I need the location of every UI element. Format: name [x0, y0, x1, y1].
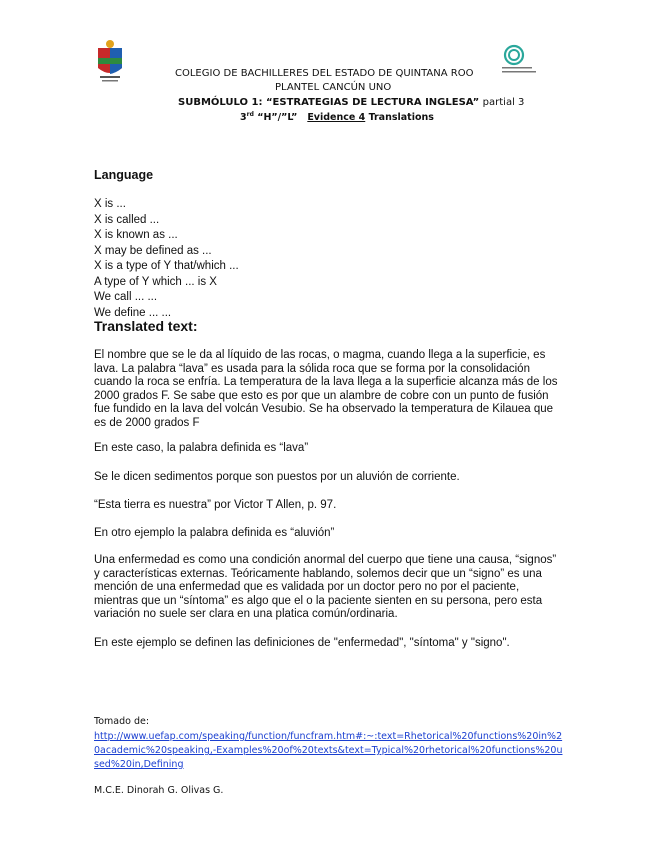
translated-paragraph: En este ejemplo se definen las definiciones de "enfermedad", "síntoma" y "signo". — [94, 637, 510, 649]
translated-paragraph: Una enfermedad es como una condición anormal del cuerpo que tiene una causa, “signos” y características externas. Teóricamente hablando, solemos decir que un “signo” es una mención de una enfermedad que es validada por un doctor pero no por el paciente, mientras que un “síntoma” es algo que el o la paciente sienten en su persona, pero esta variación no suele ser clara en una platica común/ordinaria. — [94, 554, 557, 621]
evidence-label: Evidence 4 — [307, 112, 366, 124]
partial-label: partial 3 — [482, 97, 525, 108]
language-item: X is a type of Y that/which ... — [94, 260, 239, 272]
language-item: X may be defined as ... — [94, 244, 212, 257]
language-heading: Language — [94, 168, 154, 182]
language-item: A type of Y which ... is X — [94, 275, 217, 288]
translated-paragraph: En otro ejemplo la palabra definida es “aluvión” — [94, 527, 335, 539]
groups-label: “H”/”L” — [257, 112, 298, 124]
language-item: We define ... ... — [94, 306, 172, 319]
source-label: Tomado de: — [94, 716, 150, 727]
translated-paragraph: En este caso, la palabra definida es “lava” — [94, 442, 309, 454]
translated-paragraph: “Esta tierra es nuestra” por Victor T Allen, p. 97. — [94, 499, 337, 511]
language-item: We call ... ... — [94, 291, 158, 303]
language-item: X is known as ... — [94, 229, 178, 241]
language-list — [94, 197, 239, 321]
submodule-title — [178, 97, 655, 108]
submodule-name: SUBMÓLULO 1: “ESTRATEGIAS DE LECTURA INGLESA” — [178, 97, 480, 108]
source-link[interactable]: http://www.uefap.com/speaking/function/funcfram.htm#:~:text=Rhetorical%20functions%20in%20academic%20speaking,-Examples%20of%20texts&text=Typical%20rhetorical%20functions%20used%20in,Defining — [94, 731, 563, 770]
translated-heading: Translated text: — [94, 318, 198, 334]
state-crest-logo — [92, 36, 128, 84]
evidence-topic: Translations — [368, 112, 434, 124]
translated-paragraph: Se le dicen sedimentos porque son puestos por un aluvión de corriente. — [94, 471, 460, 483]
evidence-line: 3rd “H”/”L” Evidence 4 Translations — [240, 111, 434, 124]
author-name: M.C.E. Dinorah G. Olivas G. — [94, 785, 224, 796]
language-item: X is ... — [94, 198, 126, 210]
language-item: X is called ... — [94, 213, 160, 226]
campus-name: PLANTEL CANCÚN UNO — [275, 82, 392, 93]
translated-paragraph: El nombre que se le da al líquido de las rocas, o magma, cuando llega a la superficie, es lava. La palabra “lava” es usada para la sólida roca que se forma por la consolidación cuando la roca se enfría. La temperatura de la lava llega a la superficie alcanza más de los 2000 grados F. Se sabe que esto es por que un alambre de cobre con un punto de fusión fue fundido en la lava del volcán Vesubio. Se ha observado la temperatura de Kilauea que es de 2000 grados F — [94, 349, 558, 429]
college-name: COLEGIO DE BACHILLERES DEL ESTADO DE QUINTANA ROO — [175, 68, 474, 79]
